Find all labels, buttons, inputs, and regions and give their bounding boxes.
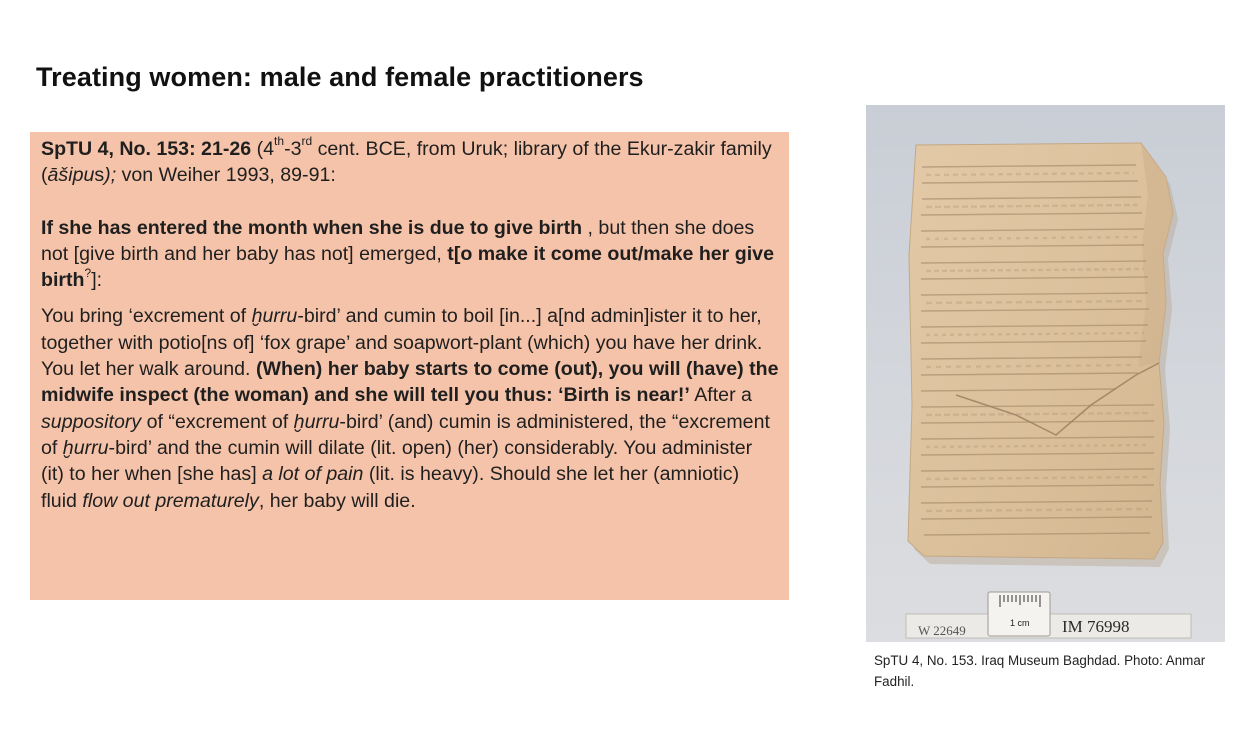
source-heading [41, 136, 779, 189]
scale-label: 1 cm [1010, 618, 1030, 628]
treatment-italic: a lot of pain [262, 463, 364, 486]
treatment-text: -bird’ and cumin to boil [in...] a[nd admin]ister it to her, together with potio[ns of] ‘fox grape’ and soapwort-plant (which) you have her drink. You let her walk around. [41, 305, 763, 381]
condition-text: , but then she does not [give birth and her baby has not] emerged, [41, 216, 755, 265]
superscript-rd: rd [301, 134, 313, 149]
source-reference: SpTU 4, No. 153: 21-26 [41, 138, 252, 160]
treatment-text: After a [689, 384, 752, 407]
treatment-italic: ḫurru [293, 410, 340, 433]
label-w-number: W 22649 [918, 623, 966, 638]
heading-text: cent. BCE, from Uruk; library of the Ekur-zakir family ( [41, 138, 772, 187]
condition-paragraph [41, 215, 779, 294]
condition-bold: t[o make it come out/make her give birth [41, 242, 774, 292]
heading-italic-close: ); [104, 164, 117, 187]
label-im-number: IM 76998 [1062, 617, 1130, 636]
treatment-text: You bring ‘excrement of [41, 305, 252, 328]
photo-caption: SpTU 4, No. 153. Iraq Museum Baghdad. Photo: Anmar Fadhil. [874, 653, 1206, 689]
treatment-text: of “excrement of [141, 410, 294, 433]
treatment-italic: suppository [41, 410, 142, 433]
treatment-bold: (When) her baby starts to come (out), you will (have) the midwife inspect (the woman) and she will tell you thus: ‘Birth is near!’ [41, 358, 779, 407]
condition-bold: If she has entered the month when she is due to give birth [41, 216, 583, 239]
treatment-italic: ḫurru [251, 305, 298, 328]
slide-title: Treating women: male and female practitioners [36, 62, 644, 92]
heading-text: von Weiher 1993, 89-91: [116, 164, 336, 187]
tablet-photo [866, 105, 1225, 642]
treatment-italic: ḫurru [62, 436, 109, 459]
treatment-text: , her baby will die. [258, 489, 416, 512]
treatment-text: (lit. is heavy). Should she let her (amniotic) fluid [41, 463, 740, 512]
superscript-th: th [274, 134, 285, 149]
cuneiform-tablet-image [866, 105, 1225, 642]
treatment-italic: flow out prematurely [82, 489, 259, 512]
treatment-text: -bird’ and the cumin will dilate (lit. open) (her) considerably. You administer (it) to her when [she has] [41, 436, 753, 486]
heading-text: s [94, 164, 105, 187]
text-excerpt-box [30, 132, 789, 600]
treatment-text: -bird’ (and) cumin is administered, the “excrement of [41, 410, 770, 459]
scale-bar [988, 592, 1050, 636]
heading-text: -3 [284, 138, 302, 160]
superscript-question: ? [84, 265, 92, 280]
treatment-paragraph [41, 303, 779, 513]
heading-italic-asipu: āšipu [47, 164, 95, 187]
heading-text: (4 [251, 138, 275, 160]
condition-text: ]: [91, 269, 103, 292]
